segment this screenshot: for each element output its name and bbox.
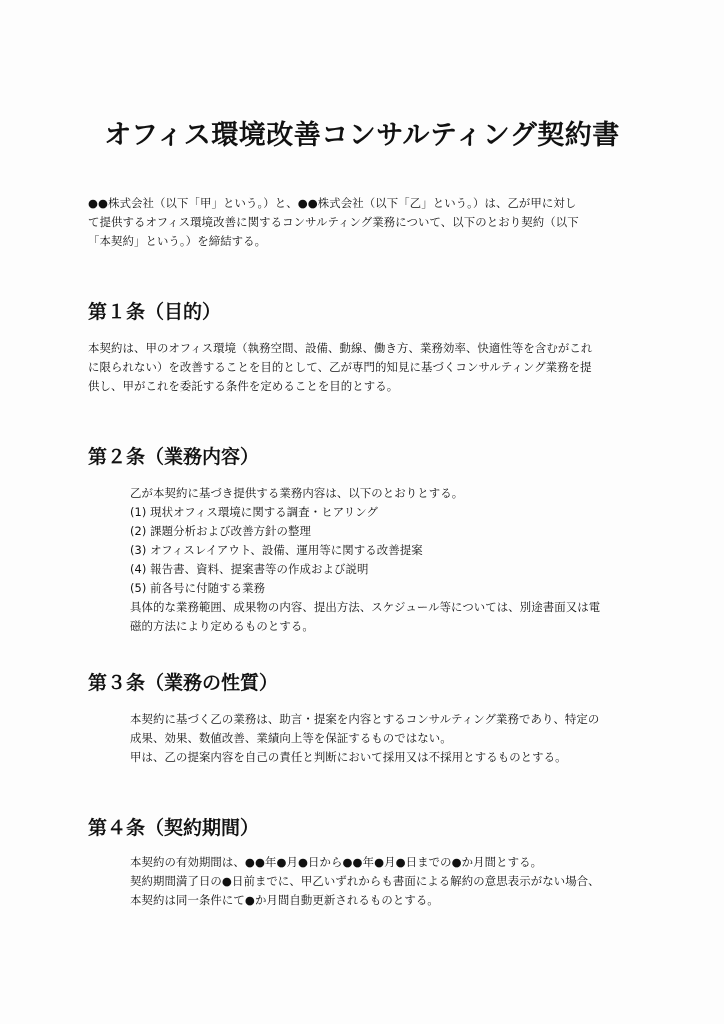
article-2-body (130, 484, 650, 636)
list-item: (4) 報告書、資料、提案書等の作成および説明 (130, 562, 369, 576)
article-3-body (130, 710, 650, 767)
article-4-heading: 第４条（契約期間） (88, 817, 260, 839)
list-item: (1) 現状オフィス環境に関する調査・ヒアリング (130, 505, 379, 519)
list-item: (5) 前各号に付随する業務 (130, 581, 266, 595)
document-title: オフィス環境改善コンサルティング契約書 (104, 120, 620, 151)
article-line: 本契約は同一条件にて●か月間自動更新されるものとする。 (130, 893, 439, 907)
article-line: 契約期間満了日の●日前までに、甲乙いずれからも書面による解約の意思表示がない場合、 (130, 874, 600, 888)
article-line: 供し、甲がこれを委託する条件を定めることを目的とする。 (88, 379, 399, 393)
article-line: に限られない）を改善することを目的として、乙が専門的知見に基づくコンサルティング業務を提 (88, 360, 592, 374)
list-item: (2) 課題分析および改善方針の整理 (130, 524, 312, 538)
article-line: 成果、効果、数値改善、業績向上等を保証するものではない。 (130, 731, 452, 745)
article-line: 本契約に基づく乙の業務は、助言・提案を内容とするコンサルティング業務であり、特定の (130, 712, 600, 726)
article-3-heading: 第３条（業務の性質） (88, 672, 279, 694)
article-line: 具体的な業務範囲、成果物の内容、提出方法、スケジュール等については、別途書面又は電 (130, 600, 601, 614)
article-1-body (88, 339, 648, 396)
article-line: 甲は、乙の提案内容を自己の責任と判断において採用又は不採用とするものとする。 (130, 750, 567, 764)
preamble-line: ●●株式会社（以下「甲」という。）と、●●株式会社（以下「乙」という。）は、乙が甲に対し (88, 196, 577, 210)
article-line: 乙が本契約に基づき提供する業務内容は、以下のとおりとする。 (130, 486, 464, 500)
article-line: 本契約の有効期間は、●●年●月●日から●●年●月●日までの●か月間とする。 (130, 855, 543, 869)
article-1-heading: 第１条（目的） (88, 301, 222, 323)
preamble (88, 194, 648, 251)
list-item: (3) オフィスレイアウト、設備、運用等に関する改善提案 (130, 543, 423, 557)
article-2-heading: 第２条（業務内容） (88, 446, 260, 468)
preamble-line: て提供するオフィス環境改善に関するコンサルティング業務について、以下のとおり契約（以下 (88, 215, 579, 229)
article-line: 磁的方法により定めるものとする。 (130, 619, 314, 633)
article-line: 本契約は、甲のオフィス環境（執務空間、設備、動線、働き方、業務効率、快適性等を含むがこれ (88, 341, 593, 355)
preamble-line: 「本契約」という。）を締結する。 (88, 234, 267, 248)
article-4-body (130, 853, 650, 910)
